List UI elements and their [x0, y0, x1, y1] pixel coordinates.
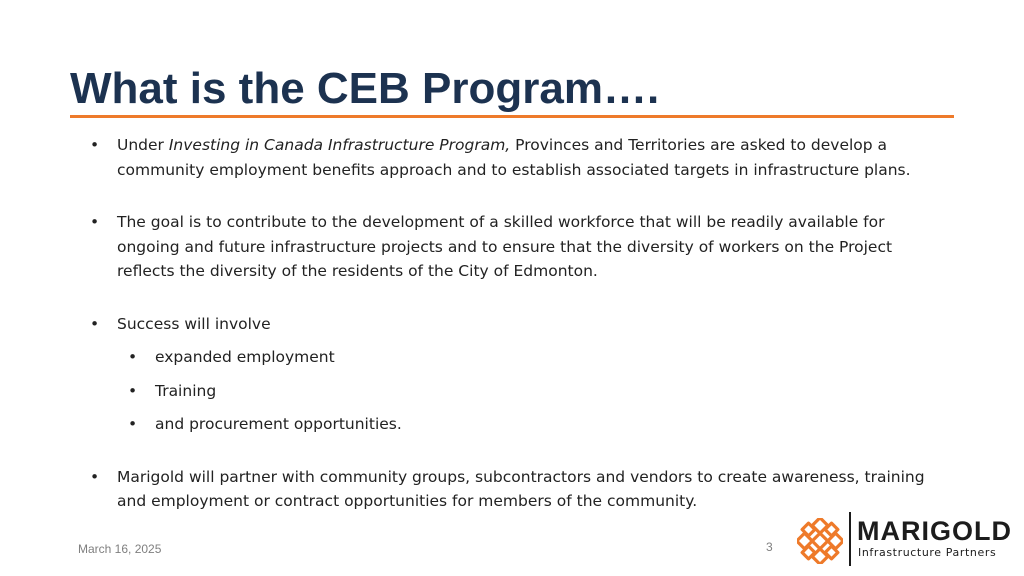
sub-bullet-item: • and procurement opportunities.	[128, 412, 950, 437]
bullet-item-program	[90, 133, 950, 182]
logo-wordmark: MARIGOLD	[857, 516, 1012, 546]
marigold-logo	[797, 510, 1012, 570]
page-number: 3	[766, 540, 773, 554]
title-underline-rule	[70, 115, 954, 118]
logo-divider	[849, 512, 851, 566]
marigold-flower-icon	[797, 518, 843, 564]
bullet-program-rest: Provinces and Territories are asked to develop a community employment benefits approach and to establish associated targets in infrastructure plans.	[117, 136, 911, 179]
slide-title: What is the CEB Program….	[70, 64, 660, 113]
footer-date: March 16, 2025	[78, 542, 162, 556]
program-name-emphasis: Investing in Canada Infrastructure Program,	[168, 136, 511, 154]
logo-tagline: Infrastructure Partners	[858, 546, 997, 559]
sub-bullet-item: • expanded employment	[128, 345, 950, 370]
bullet-item-goal: • The goal is to contribute to the development of a skilled workforce that will be readily available for ongoing and future infrastructure projects and to ensure that the diversity of workers on the Project reflects the diversity of the residents of the City of Edmonton.	[90, 210, 950, 284]
sub-bullet-item: • Training	[128, 379, 950, 404]
bullet-item-partnership: • Marigold will partner with community groups, subcontractors and vendors to create awareness, training and employment or contract opportunities for members of the community.	[90, 465, 950, 514]
bullet-program-prefix: Under	[117, 136, 169, 154]
bullet-item-success: • Success will involve	[90, 312, 950, 337]
bullet-list	[90, 133, 950, 514]
